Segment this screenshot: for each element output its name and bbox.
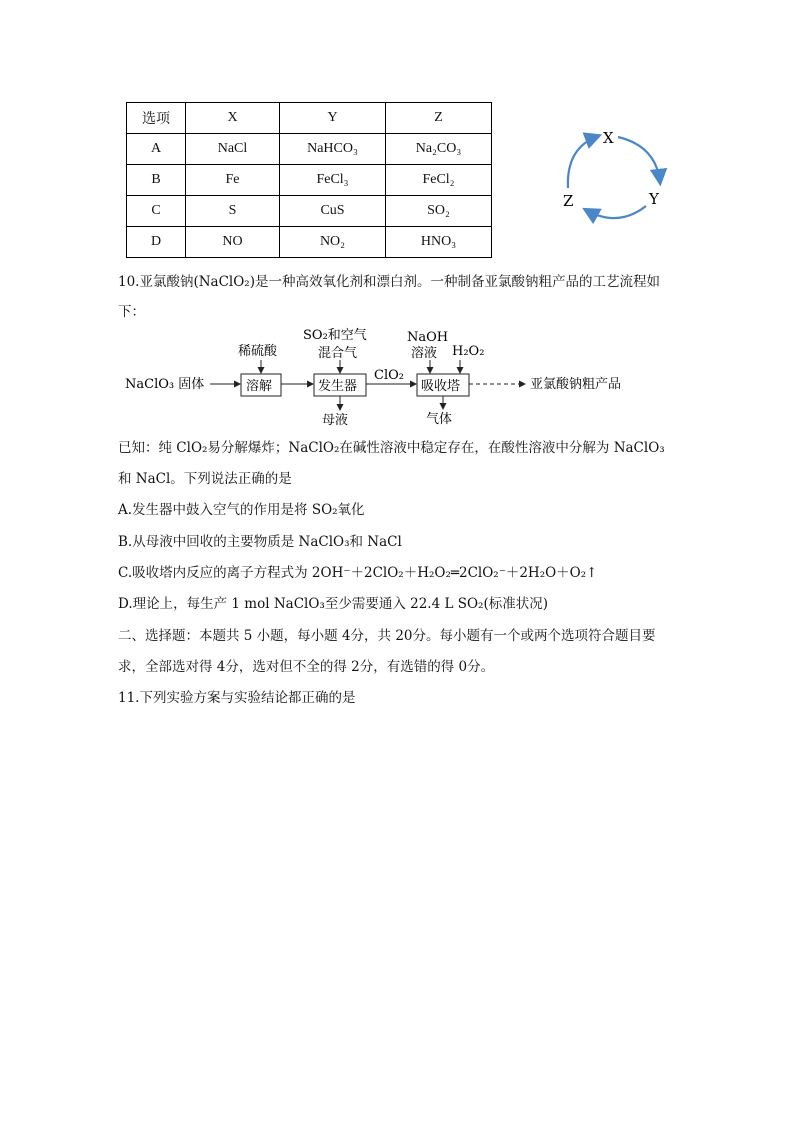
table-row: [127, 134, 492, 165]
table-row: [127, 227, 492, 258]
q10-option-c: C.吸收塔内反应的离子方程式为 2OH⁻＋2ClO₂＋H₂O₂═2ClO₂⁻＋2H₂O＋O₂↑: [118, 565, 598, 581]
q10-known-line2: 和 NaCl。下列说法正确的是: [118, 471, 292, 487]
table-cell: D: [127, 227, 186, 258]
table-row: [127, 196, 492, 227]
table-cell: NO: [186, 227, 280, 258]
flow-acid-label: 稀硫酸: [238, 344, 278, 359]
flow-product-label: 亚氯酸钠粗产品: [530, 377, 622, 392]
table-cell: B: [127, 165, 186, 196]
table-cell: NaHCO₃: [280, 134, 386, 165]
q10-option-a: A.发生器中鼓入空气的作用是将 SO₂氧化: [118, 502, 365, 518]
q10-known-line1: 已知：纯 ClO₂易分解爆炸；NaClO₂在碱性溶液中稳定存在，在酸性溶液中分解为 NaClO₃: [118, 440, 665, 456]
q10-intro-line2: 下：: [118, 304, 145, 320]
q10-intro-line1: 10.亚氯酸钠(NaClO₂)是一种高效氧化剂和漂白剂。一种制备亚氯酸钠粗产品的工艺流程如: [118, 274, 660, 290]
process-flow-diagram: [120, 322, 680, 432]
table-cell: Fe: [186, 165, 280, 196]
table-header-cell: 选项: [127, 103, 186, 134]
box-absorber-label: 吸收塔: [421, 379, 461, 394]
section2-line2: 求，全部选对得 4分，选对但不全的得 2分，有选错的得 0分。: [118, 659, 495, 675]
cycle-label-y: Y: [649, 190, 659, 208]
table-cell: HNO₃: [386, 227, 492, 258]
table-cell: CuS: [280, 196, 386, 227]
cycle-label-z: Z: [563, 192, 574, 210]
table-cell: NaCl: [186, 134, 280, 165]
box-dissolve-label: 溶解: [246, 379, 273, 394]
flow-gas-in-line2: 混合气: [318, 346, 358, 361]
flow-naoh-line2: 溶液: [411, 346, 438, 361]
flow-h2o2-label: H₂O₂: [452, 344, 485, 359]
xyz-cycle-diagram: [548, 118, 678, 228]
table-cell: FeCl₂: [386, 165, 492, 196]
q10-option-b: B.从母液中回收的主要物质是 NaClO₃和 NaCl: [118, 534, 402, 550]
options-table: [126, 102, 492, 258]
table-cell: S: [186, 196, 280, 227]
section2-line1: 二、选择题：本题共 5 小题，每小题 4分，共 20分。每小题有一个或两个选项符合题目要: [118, 628, 656, 644]
flow-gas-in-line1: SO₂和空气: [303, 328, 367, 343]
cycle-label-x: X: [603, 129, 614, 147]
flow-naoh-line1: NaOH: [407, 330, 449, 345]
flow-mother-liquor-label: 母液: [322, 413, 349, 428]
arrow-y-to-z: [586, 206, 646, 218]
flow-gas-out-label: 气体: [426, 412, 453, 427]
table-header-row: [127, 103, 492, 134]
table-cell: NO₂: [280, 227, 386, 258]
table-header-cell: X: [186, 103, 280, 134]
table-cell: C: [127, 196, 186, 227]
box-generator-label: 发生器: [318, 379, 358, 394]
flow-start-label: NaClO₃ 固体: [125, 377, 205, 392]
table-header-cell: Y: [280, 103, 386, 134]
table-cell: FeCl₃: [280, 165, 386, 196]
arrow-x-to-y: [618, 137, 660, 182]
flow-clo2-label: ClO₂: [374, 368, 404, 383]
q11-text: 11.下列实验方案与实验结论都正确的是: [118, 690, 356, 706]
table-header-cell: Z: [386, 103, 492, 134]
table-cell: Na₂CO₃: [386, 134, 492, 165]
table-cell: A: [127, 134, 186, 165]
arrow-z-to-x: [568, 136, 598, 188]
table-cell: SO₂: [386, 196, 492, 227]
table-row: [127, 165, 492, 196]
q10-option-d: D.理论上，每生产 1 mol NaClO₃至少需要通入 22.4 L SO₂(标准状况): [118, 596, 548, 612]
